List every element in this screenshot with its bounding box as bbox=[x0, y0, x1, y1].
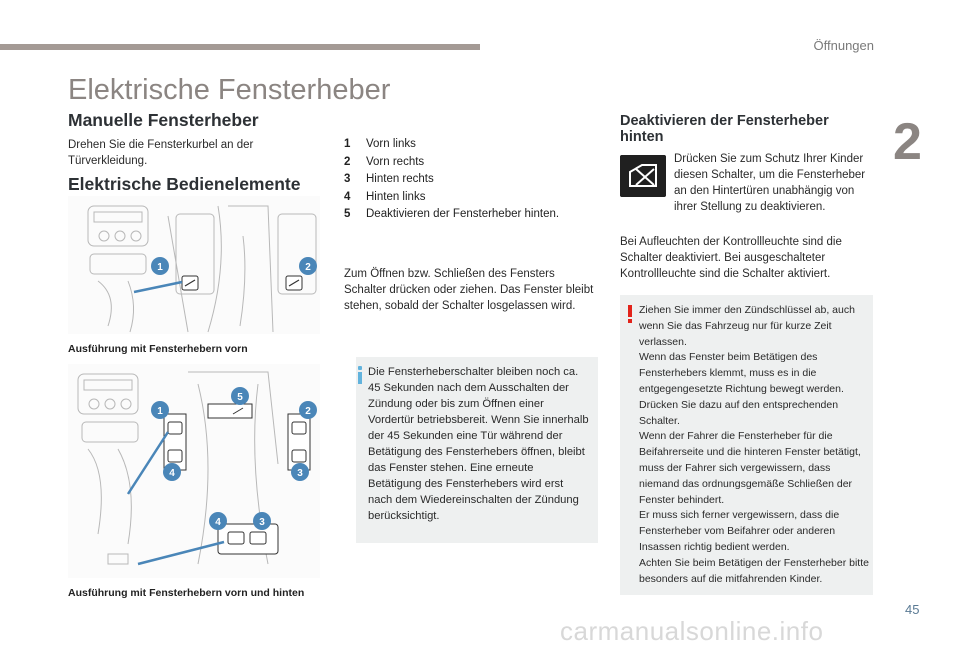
svg-text:1: 1 bbox=[157, 262, 163, 273]
svg-text:3: 3 bbox=[297, 468, 303, 479]
page-title: Elektrische Fensterheber bbox=[68, 74, 391, 106]
svg-text:4: 4 bbox=[169, 468, 175, 479]
svg-text:2: 2 bbox=[305, 262, 311, 273]
svg-text:2: 2 bbox=[305, 406, 311, 417]
legend-item: 5 Deaktivieren der Fensterheber hinten. bbox=[344, 208, 560, 220]
front-controls-illustration bbox=[68, 196, 320, 334]
manual-text: Drehen Sie die Fensterkurbel an der Türverkleidung. bbox=[68, 139, 254, 167]
legend-list bbox=[344, 136, 594, 224]
legend-item: 3 Hinten rechts bbox=[344, 173, 434, 185]
operation-text: Zum Öffnen bzw. Schließen des Fensters Schalter drücken oder ziehen. Das Fenster bleibt stehen, sobald der Schalter losgelassen wird. bbox=[344, 268, 594, 312]
deactivate-heading: Deaktivieren der Fensterheber hinten bbox=[620, 113, 829, 145]
chapter-number: 2 bbox=[893, 113, 922, 171]
svg-text:3: 3 bbox=[259, 517, 265, 528]
deactivate-text-1: Drücken Sie zum Schutz Ihrer Kinder diesen Schalter, um die Fensterheber an den Hintertüren unabhängig von ihrer Stellung zu deaktivieren. bbox=[674, 153, 866, 213]
caption-front: Ausführung mit Fensterhebern vorn bbox=[68, 343, 248, 355]
manual-heading: Manuelle Fensterheber bbox=[68, 110, 259, 130]
legend-item: 2 Vorn rechts bbox=[344, 155, 425, 168]
legend-item: 1 Vorn links bbox=[344, 138, 416, 150]
header-bar bbox=[0, 44, 480, 50]
warning-text: Ziehen Sie immer den Zündschlüssel ab, auch wenn Sie das Fahrzeug nur für kurze Zeit verlassen. Wenn das Fenster beim Betätigen des Fensterhebers klemmt, muss es in die entgegengesetzte Richtung bewegt werden. Drücken Sie dazu auf den entsprechenden Schalter. Wenn der Fahrer die Fensterheber für die Beifahrerseite und die hinteren Fenster betätigt, muss der Fahrer sich vergewissern, dass niemand das ordnungsgemäße Schließen der Fenster behindert. Er muss sich ferner vergewissern, dass die Fensterheber vom Beifahrer oder anderen Insassen richtig bedient werden. Achten Sie beim Betätigen der Fensterheber bitte besonders auf die mitfahrenden Kinder. bbox=[639, 304, 869, 585]
child-lock-switch-icon bbox=[620, 155, 666, 197]
section-name: Öffnungen bbox=[813, 38, 874, 53]
info-text: Die Fensterheberschalter bleiben noch ca. 45 Sekunden nach dem Ausschalten der Zündung oder bis zum Öffnen einer Vordertür betriebsbereit. Wenn Sie innerhalb der 45 Sekunden eine Tür während der Betätigung des Fensterhebers öffnen, bleibt das Fenster stehen. Eine erneute Betätigung des Fensterhebers wird erst nach dem Wiedereinschalten der Zündung berücksichtigt. bbox=[368, 366, 589, 522]
svg-text:4: 4 bbox=[215, 517, 221, 528]
watermark: carmanualsonline.info bbox=[560, 616, 824, 646]
caption-all: Ausführung mit Fensterhebern vorn und hinten bbox=[68, 587, 305, 599]
warning-icon bbox=[628, 305, 632, 323]
deactivate-text-2: Bei Aufleuchten der Kontrollleuchte sind die Schalter deaktiviert. Bei ausgeschalteter Kontrollleuchte sind die Schalter aktiviert. bbox=[620, 236, 842, 280]
svg-text:1: 1 bbox=[157, 406, 163, 417]
info-icon bbox=[358, 366, 362, 384]
page-number: 45 bbox=[905, 602, 920, 617]
svg-text:5: 5 bbox=[237, 392, 243, 403]
electric-heading: Elektrische Bedienelemente bbox=[68, 174, 301, 194]
legend-item: 4 Hinten links bbox=[344, 190, 426, 203]
all-controls-illustration bbox=[68, 364, 320, 578]
